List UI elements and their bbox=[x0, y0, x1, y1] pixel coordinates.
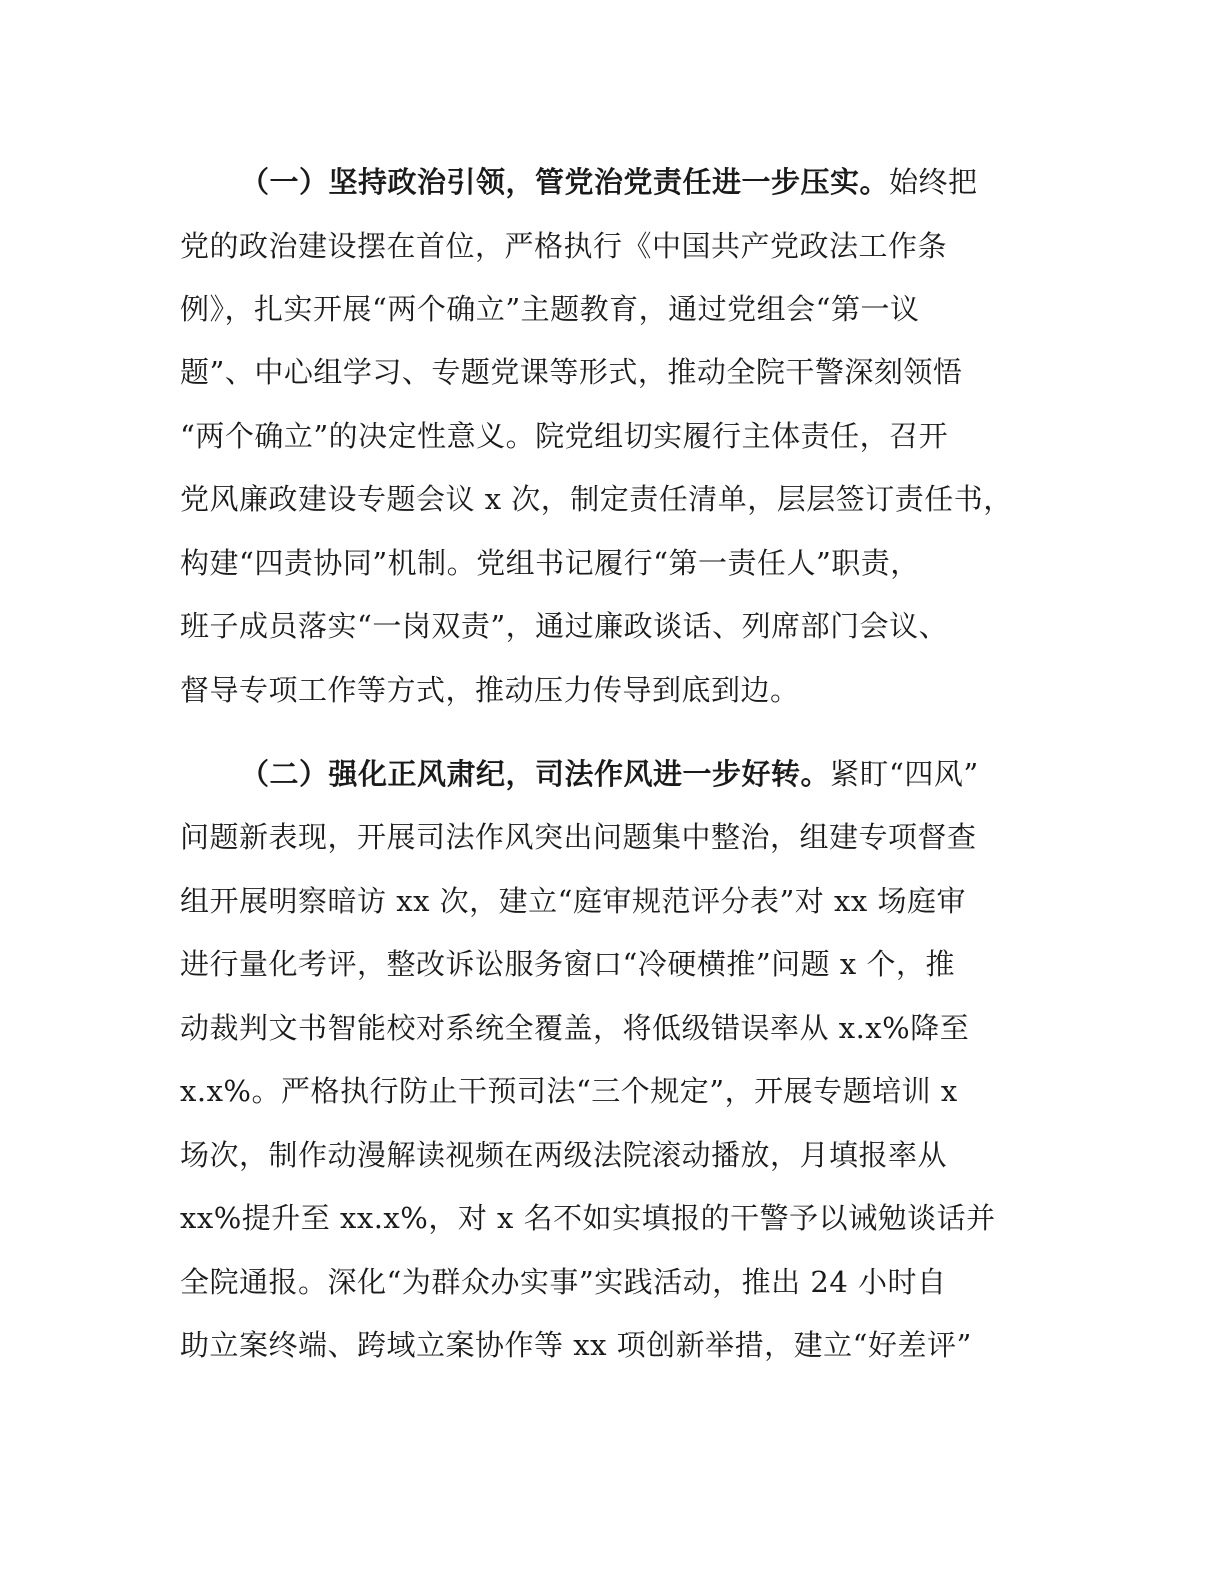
section-2-lead bbox=[240, 754, 979, 794]
section-1-line: 党的政治建设摆在首位，严格执行《中国共产党政法工作条 bbox=[180, 229, 948, 263]
section-1-line: 班子成员落实“一岗双责”，通过廉政谈话、列席部门会议、 bbox=[180, 609, 949, 643]
section-2-line: 进行量化考评，整改诉讼服务窗口“冷硬横推”问题 x 个，推 bbox=[180, 947, 955, 981]
section-2-line: 组开展明察暗访 xx 次，建立“庭审规范评分表”对 xx 场庭审 bbox=[180, 884, 966, 918]
section-2-line: 场次，制作动漫解读视频在两级法院滚动播放，月填报率从 bbox=[180, 1138, 948, 1172]
section-1-lead bbox=[240, 162, 978, 202]
section-2-line: xx%提升至 xx.x%，对 x 名不如实填报的干警予以诫勉谈话并 bbox=[180, 1201, 996, 1235]
section-2-line: 动裁判文书智能校对系统全覆盖，将低级错误率从 x.x%降至 bbox=[180, 1011, 970, 1045]
section-2-heading: （二）强化正风肃纪，司法作风进一步好转。 bbox=[240, 757, 831, 791]
section-1-line: “两个确立”的决定性意义。院党组切实履行主体责任，召开 bbox=[180, 419, 949, 453]
section-2-line: x.x%。严格执行防止干预司法“三个规定”，开展专题培训 x bbox=[180, 1074, 958, 1108]
section-2-line: 全院通报。深化“为群众办实事”实践活动，推出 24 小时自 bbox=[180, 1265, 947, 1299]
section-1-line: 题”、中心组学习、专题党课等形式，推动全院干警深刻领悟 bbox=[180, 355, 963, 389]
section-1-line: 党风廉政建设专题会议 x 次，制定责任清单，层层签订责任书， bbox=[180, 482, 1013, 516]
section-1-line: 督导专项工作等方式，推动压力传导到底到边。 bbox=[180, 673, 800, 707]
section-1-line: 构建“四责协同”机制。党组书记履行“第一责任人”职责， bbox=[180, 546, 920, 580]
section-1-lead-text: 始终把 bbox=[889, 165, 978, 199]
section-2-line: 问题新表现，开展司法作风突出问题集中整治，组建专项督查 bbox=[180, 820, 977, 854]
section-2-lead-text: 紧盯“四风” bbox=[830, 757, 979, 791]
section-1-line: 例》，扎实开展“两个确立”主题教育，通过党组会“第一议 bbox=[180, 292, 920, 326]
section-1-heading: （一）坚持政治引领，管党治党责任进一步压实。 bbox=[240, 165, 890, 199]
section-2-line: 助立案终端、跨域立案协作等 xx 项创新举措，建立“好差评” bbox=[180, 1328, 972, 1362]
